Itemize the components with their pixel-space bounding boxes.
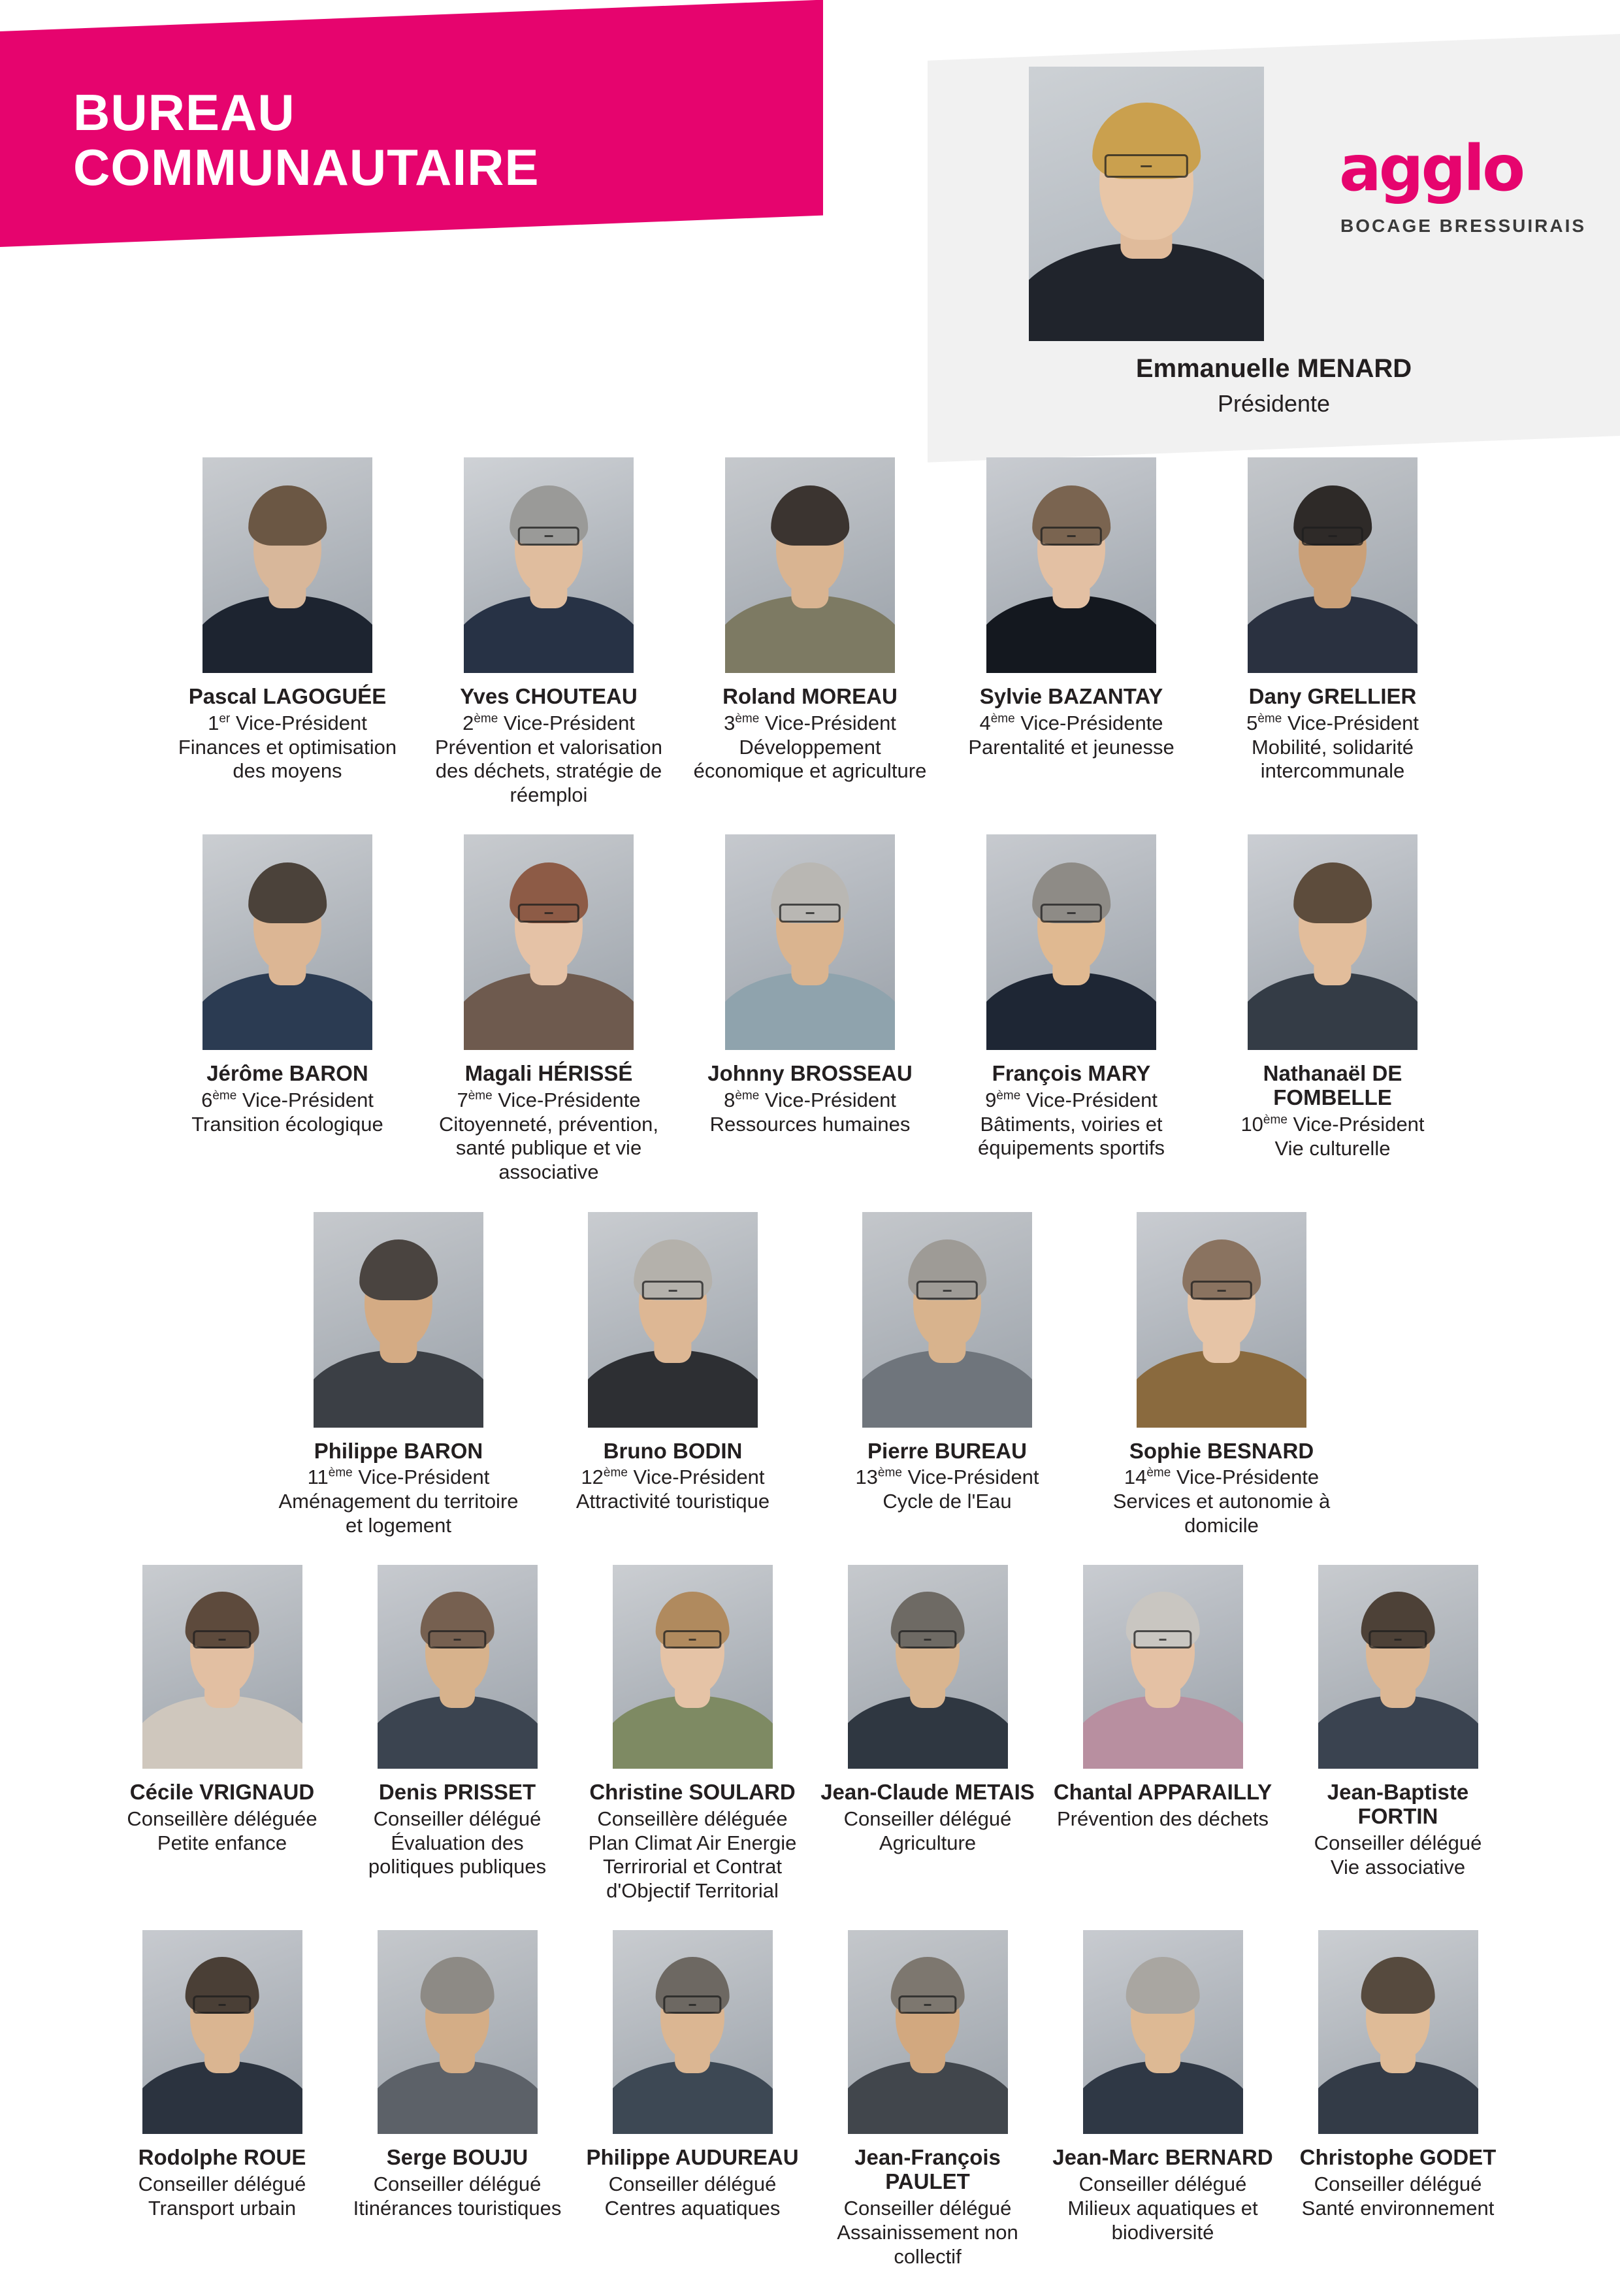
member-title: Conseiller délégué xyxy=(373,1807,542,1831)
glasses-icon xyxy=(1369,1630,1427,1648)
member-mission: Itinérances touristiques xyxy=(353,2197,562,2220)
member-card xyxy=(810,1212,1084,1514)
president-photo xyxy=(1029,67,1264,341)
member-mission: Ressources humaines xyxy=(709,1112,911,1136)
member-card xyxy=(157,834,418,1136)
member-title: 3ème Vice-Président xyxy=(724,711,896,734)
member-title: 8ème Vice-Président xyxy=(724,1089,896,1112)
president-role: Présidente xyxy=(1217,390,1331,417)
member-photo xyxy=(1318,1930,1478,2134)
member-photo xyxy=(1083,1930,1243,2134)
member-name: Pierre BUREAU xyxy=(867,1438,1027,1463)
member-mission: Centres aquatiques xyxy=(604,2197,781,2220)
glasses-icon xyxy=(663,1630,721,1648)
member-mission: Milieux aquatiques et biodiversité xyxy=(1067,2197,1258,2244)
glasses-icon xyxy=(663,1995,721,2014)
member-card xyxy=(1202,457,1463,783)
member-card xyxy=(536,1212,810,1514)
member-title: 6ème Vice-Président xyxy=(201,1089,374,1112)
member-photo xyxy=(1248,457,1418,673)
member-title: 2ème Vice-Président xyxy=(462,711,635,734)
member-photo xyxy=(378,1930,538,2134)
member-name: Philippe AUDUREAU xyxy=(586,2145,799,2170)
member-name: François MARY xyxy=(992,1061,1151,1086)
member-name: Rodolphe ROUE xyxy=(138,2145,306,2170)
member-title: Conseiller délégué xyxy=(1314,1831,1482,1855)
member-name: Chantal APPARAILLY xyxy=(1053,1780,1272,1805)
glasses-icon xyxy=(1133,1630,1191,1648)
member-mission: Santé environnement xyxy=(1301,2197,1495,2220)
member-photo xyxy=(1083,1565,1243,1769)
row-spacer xyxy=(0,1185,1620,1212)
member-photo xyxy=(464,834,634,1050)
member-photo xyxy=(378,1565,538,1769)
glasses-icon xyxy=(1191,1281,1252,1300)
member-photo xyxy=(848,1565,1008,1769)
member-photo xyxy=(725,457,895,673)
page-title xyxy=(73,85,539,195)
member-photo xyxy=(986,457,1156,673)
member-name: Cécile VRIGNAUD xyxy=(129,1780,315,1805)
member-mission: Développement économique et agriculture xyxy=(693,735,927,783)
member-title: 11ème Vice-Président xyxy=(307,1466,490,1489)
member-mission: Vie associative xyxy=(1330,1855,1466,1878)
member-card xyxy=(810,1930,1045,2269)
logo-subtitle: BOCAGE BRESSUIRAIS xyxy=(1340,216,1587,236)
member-card xyxy=(340,1565,575,1879)
agglo-logo xyxy=(1333,132,1594,263)
member-photo xyxy=(1248,834,1418,1050)
member-card xyxy=(1045,1565,1280,1831)
member-name: Magali HÉRISSÉ xyxy=(464,1061,633,1086)
member-photo xyxy=(588,1212,758,1428)
glasses-icon xyxy=(898,1995,956,2014)
member-mission: Cycle de l'Eau xyxy=(883,1490,1012,1513)
member-card xyxy=(1280,1930,1515,2220)
member-mission: Plan Climat Air Energie Terrirorial et Contrat d'Objectif Territorial xyxy=(588,1831,797,1902)
member-title: 13ème Vice-Président xyxy=(855,1466,1039,1489)
glasses-icon xyxy=(916,1281,978,1300)
member-title: Conseiller délégué xyxy=(843,1807,1012,1831)
member-title: 12ème Vice-Président xyxy=(581,1466,765,1489)
member-card xyxy=(157,457,418,783)
member-name: Jean-Claude METAIS xyxy=(820,1780,1035,1805)
member-card xyxy=(105,1930,340,2220)
member-photo xyxy=(1137,1212,1306,1428)
member-name: Christine SOULARD xyxy=(589,1780,796,1805)
member-mission: Assainissement non collectif xyxy=(837,2220,1018,2268)
member-name: Christophe GODET xyxy=(1299,2145,1497,2170)
member-card xyxy=(575,1565,810,1903)
member-title: 14ème Vice-Présidente xyxy=(1124,1466,1320,1489)
member-title: 10ème Vice-Président xyxy=(1240,1113,1425,1136)
member-photo xyxy=(986,834,1156,1050)
glasses-icon xyxy=(1041,527,1102,546)
member-mission: Aménagement du territoire et logement xyxy=(278,1490,519,1537)
member-photo xyxy=(862,1212,1032,1428)
glasses-icon xyxy=(642,1281,704,1300)
member-name: Jérôme BARON xyxy=(206,1061,368,1086)
glasses-icon xyxy=(779,904,841,923)
member-title: Conseillère déléguée xyxy=(597,1807,788,1831)
member-photo xyxy=(613,1565,773,1769)
member-card xyxy=(1202,834,1463,1160)
member-title: Conseiller délégué xyxy=(1078,2173,1247,2196)
glasses-icon xyxy=(193,1995,251,2014)
member-card xyxy=(941,834,1202,1160)
row-spacer xyxy=(0,807,1620,834)
member-photo xyxy=(142,1565,302,1769)
member-name: Pascal LAGOGUÉE xyxy=(188,684,387,708)
member-mission: Mobilité, solidarité intercommunale xyxy=(1251,735,1414,783)
member-row-conseillers-delegues-1 xyxy=(0,1565,1620,1903)
member-name: Johnny BROSSEAU xyxy=(707,1061,913,1086)
logo-wordmark: agglo xyxy=(1339,132,1523,205)
member-card xyxy=(340,1930,575,2220)
page-title-line2: COMMUNAUTAIRE xyxy=(73,139,540,197)
member-title: 4ème Vice-Présidente xyxy=(979,711,1163,734)
member-name: Philippe BARON xyxy=(314,1438,483,1463)
member-mission: Parentalité et jeunesse xyxy=(968,735,1174,759)
row-spacer xyxy=(0,1903,1620,1930)
glasses-icon xyxy=(1041,904,1102,923)
member-card xyxy=(575,1930,810,2220)
member-photo xyxy=(1318,1565,1478,1769)
member-photo xyxy=(202,834,372,1050)
member-title: 9ème Vice-Président xyxy=(985,1089,1158,1112)
member-name: Sophie BESNARD xyxy=(1129,1438,1314,1463)
president-block xyxy=(928,34,1620,436)
member-title: 1er Vice-Président xyxy=(208,711,367,734)
member-card xyxy=(679,834,941,1136)
member-mission: Prévention et valorisation des déchets, stratégie de réemploi xyxy=(434,735,663,806)
member-mission: Finances et optimisation des moyens xyxy=(178,735,397,783)
member-photo xyxy=(848,1930,1008,2134)
member-mission: Vie culturelle xyxy=(1274,1136,1391,1160)
glasses-icon xyxy=(518,904,579,923)
row-spacer xyxy=(0,1537,1620,1565)
member-card xyxy=(1045,1930,1280,2244)
member-photo xyxy=(464,457,634,673)
member-mission: Attractivité touristique xyxy=(575,1490,770,1513)
glasses-icon xyxy=(518,527,579,546)
member-name: Sylvie BAZANTAY xyxy=(979,684,1163,708)
member-row-vice-presidents-2 xyxy=(0,834,1620,1184)
member-row-vice-presidents-1 xyxy=(0,457,1620,807)
member-name: Roland MOREAU xyxy=(722,684,898,708)
member-title: 5ème Vice-Président xyxy=(1246,711,1419,734)
member-mission: Transport urbain xyxy=(148,2197,297,2220)
member-title: Conseiller délégué xyxy=(608,2173,777,2196)
member-card xyxy=(810,1565,1045,1855)
members-grid xyxy=(0,457,1620,2296)
member-row-vice-presidents-3 xyxy=(0,1212,1620,1538)
member-card xyxy=(418,834,679,1184)
header xyxy=(0,0,1620,457)
member-photo xyxy=(314,1212,483,1428)
member-name: Jean-François PAULET xyxy=(854,2145,1001,2194)
member-title: Conseiller délégué xyxy=(1314,2173,1482,2196)
member-name: Jean-Marc BERNARD xyxy=(1052,2145,1273,2170)
member-mission: Prévention des déchets xyxy=(1057,1807,1269,1831)
member-name: Serge BOUJU xyxy=(386,2145,528,2170)
member-title: Conseiller délégué xyxy=(373,2173,542,2196)
glasses-icon xyxy=(428,1630,486,1648)
member-title: Conseillère déléguée xyxy=(127,1807,317,1831)
member-title: Conseiller délégué xyxy=(843,2197,1012,2220)
member-card xyxy=(261,1212,536,1538)
member-mission: Services et autonomie à domicile xyxy=(1112,1490,1331,1537)
glasses-icon xyxy=(1302,527,1363,546)
member-mission: Citoyenneté, prévention, santé publique et vie associative xyxy=(438,1112,659,1183)
member-photo xyxy=(202,457,372,673)
member-photo xyxy=(142,1930,302,2134)
page-title-line1: BUREAU xyxy=(73,84,295,141)
member-photo xyxy=(725,834,895,1050)
member-card xyxy=(1280,1565,1515,1879)
member-card xyxy=(679,457,941,783)
member-photo xyxy=(613,1930,773,2134)
member-mission: Agriculture xyxy=(879,1831,977,1854)
member-mission: Évaluation des politiques publiques xyxy=(368,1831,547,1878)
member-row-conseillers-delegues-2 xyxy=(0,1930,1620,2269)
glasses-icon xyxy=(193,1630,251,1648)
glasses-icon xyxy=(898,1630,956,1648)
member-card xyxy=(105,1565,340,1855)
member-mission: Bâtiments, voiries et équipements sportifs xyxy=(977,1112,1165,1160)
member-name: Yves CHOUTEAU xyxy=(460,684,638,708)
member-card xyxy=(941,457,1202,759)
president-name: Emmanuelle MENARD xyxy=(1135,354,1412,383)
member-mission: Transition écologique xyxy=(191,1112,383,1136)
member-name: Denis PRISSET xyxy=(378,1780,536,1805)
member-name: Bruno BODIN xyxy=(603,1438,743,1463)
member-card xyxy=(1084,1212,1359,1538)
member-name: Nathanaël DE FOMBELLE xyxy=(1263,1061,1402,1110)
member-title: 7ème Vice-Présidente xyxy=(457,1089,641,1112)
member-title: Conseiller délégué xyxy=(138,2173,306,2196)
member-name: Dany GRELLIER xyxy=(1248,684,1417,708)
member-card xyxy=(418,457,679,807)
member-name: Jean-Baptiste FORTIN xyxy=(1327,1780,1469,1829)
member-mission: Petite enfance xyxy=(157,1831,287,1854)
